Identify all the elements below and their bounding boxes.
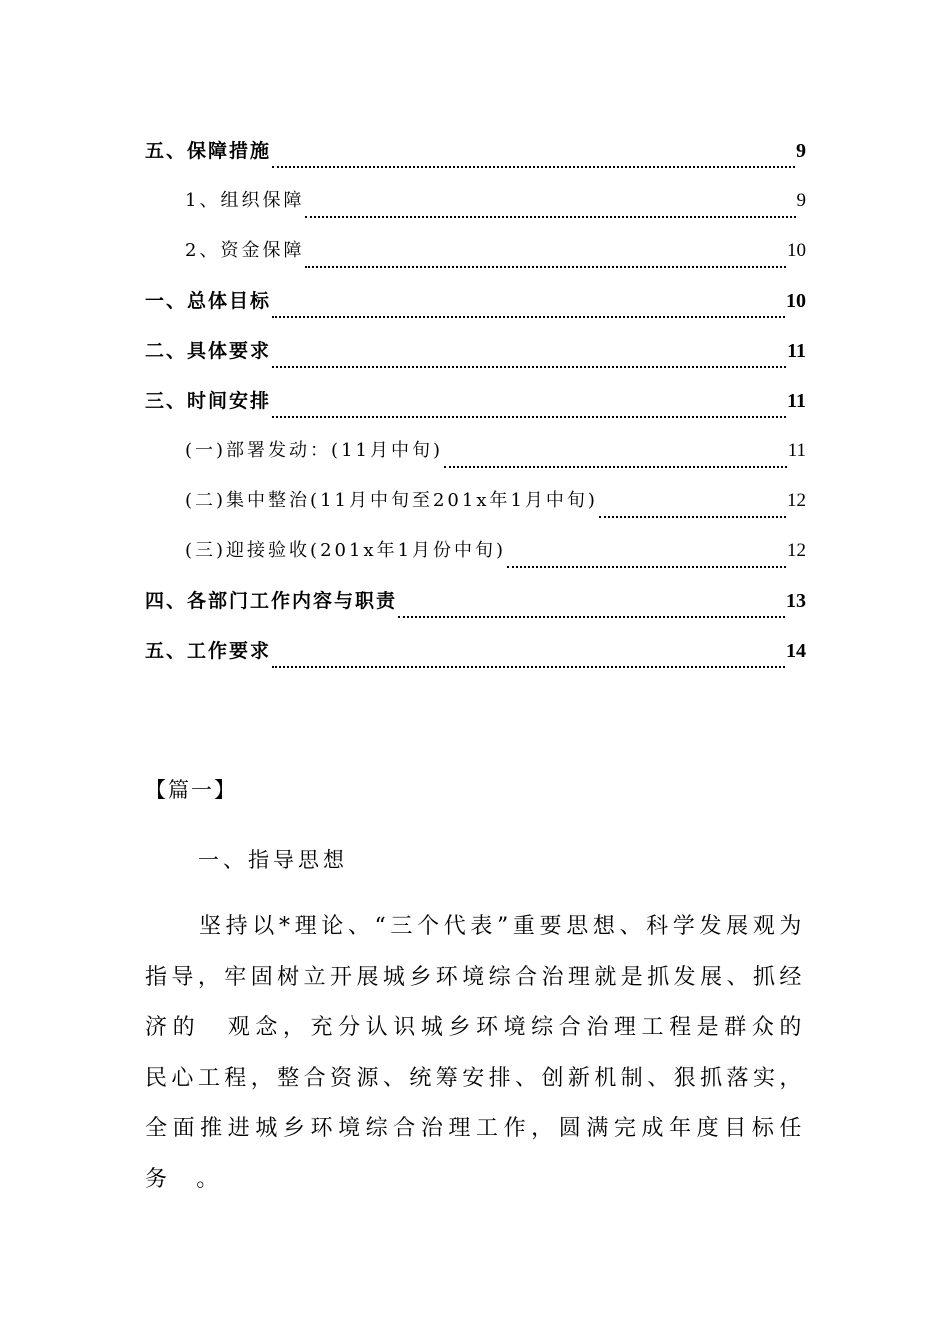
toc-entry-label: 1、组织保障: [185, 190, 305, 211]
toc-leader-dots: [272, 366, 786, 368]
toc-page-number: 10: [787, 240, 806, 261]
toc-entry[interactable]: [145, 483, 806, 533]
toc-entry-label: (一)部署发动：(11月中旬): [185, 440, 443, 461]
toc-page-number: 12: [787, 540, 806, 561]
toc-entry[interactable]: [145, 333, 806, 383]
toc-leader-dots: [398, 616, 785, 618]
toc-page-number: 9: [796, 140, 806, 162]
toc-leader-dots: [272, 666, 785, 668]
toc-entry[interactable]: [145, 233, 806, 283]
toc-page-number: 10: [786, 290, 806, 312]
toc-leader-dots: [599, 516, 786, 518]
toc-entry-label: (二)集中整治(11月中旬至201x年1月中旬): [185, 490, 598, 511]
toc-page-number: 11: [787, 340, 806, 362]
toc-leader-dots: [305, 266, 786, 268]
toc-page-number: 13: [786, 590, 806, 612]
toc-entry-label: 二、具体要求: [145, 340, 272, 362]
table-of-contents: [145, 133, 806, 683]
toc-entry[interactable]: [145, 583, 806, 633]
toc-entry-label: 五、保障措施: [145, 140, 272, 162]
toc-page-number: 9: [796, 190, 806, 211]
section-mark: 【篇一】: [145, 778, 237, 802]
toc-page-number: 14: [786, 640, 806, 662]
toc-leader-dots: [272, 166, 795, 168]
toc-entry-label: 三、时间安排: [145, 390, 272, 412]
toc-entry[interactable]: [145, 283, 806, 333]
toc-page-number: 12: [787, 490, 806, 511]
toc-entry-label: 2、资金保障: [185, 240, 305, 261]
toc-entry[interactable]: [145, 533, 806, 583]
toc-entry-label: 四、各部门工作内容与职责: [145, 590, 398, 612]
toc-page-number: 11: [787, 390, 806, 412]
toc-entry[interactable]: [145, 133, 806, 183]
toc-entry-label: (三)迎接验收(201x年1月份中旬): [185, 540, 507, 561]
toc-entry-label: 五、工作要求: [145, 640, 272, 662]
toc-entry[interactable]: [145, 633, 806, 683]
toc-leader-dots: [444, 466, 787, 468]
toc-leader-dots: [272, 316, 785, 318]
toc-leader-dots: [305, 216, 795, 218]
toc-page-number: 11: [787, 440, 806, 461]
toc-leader-dots: [272, 416, 786, 418]
toc-entry[interactable]: [145, 183, 806, 233]
toc-entry[interactable]: [145, 383, 806, 433]
section-heading: 一、指导思想: [198, 848, 348, 872]
toc-leader-dots: [507, 566, 786, 568]
toc-entry-label: 一、总体目标: [145, 290, 272, 312]
toc-entry[interactable]: [145, 433, 806, 483]
body-paragraph: 坚持以*理论、“三个代表”重要思想、科学发展观为指导，牢固树立开展城乡环境综合治理就是抓发展、抓经济的 观念，充分认识城乡环境综合治理工程是群众的 民心工程，整合资源、统筹安排、创新机制、狠抓落实，全面推进城乡环境综合治理工作，圆满完成年度目标任务 。: [145, 914, 831, 1192]
